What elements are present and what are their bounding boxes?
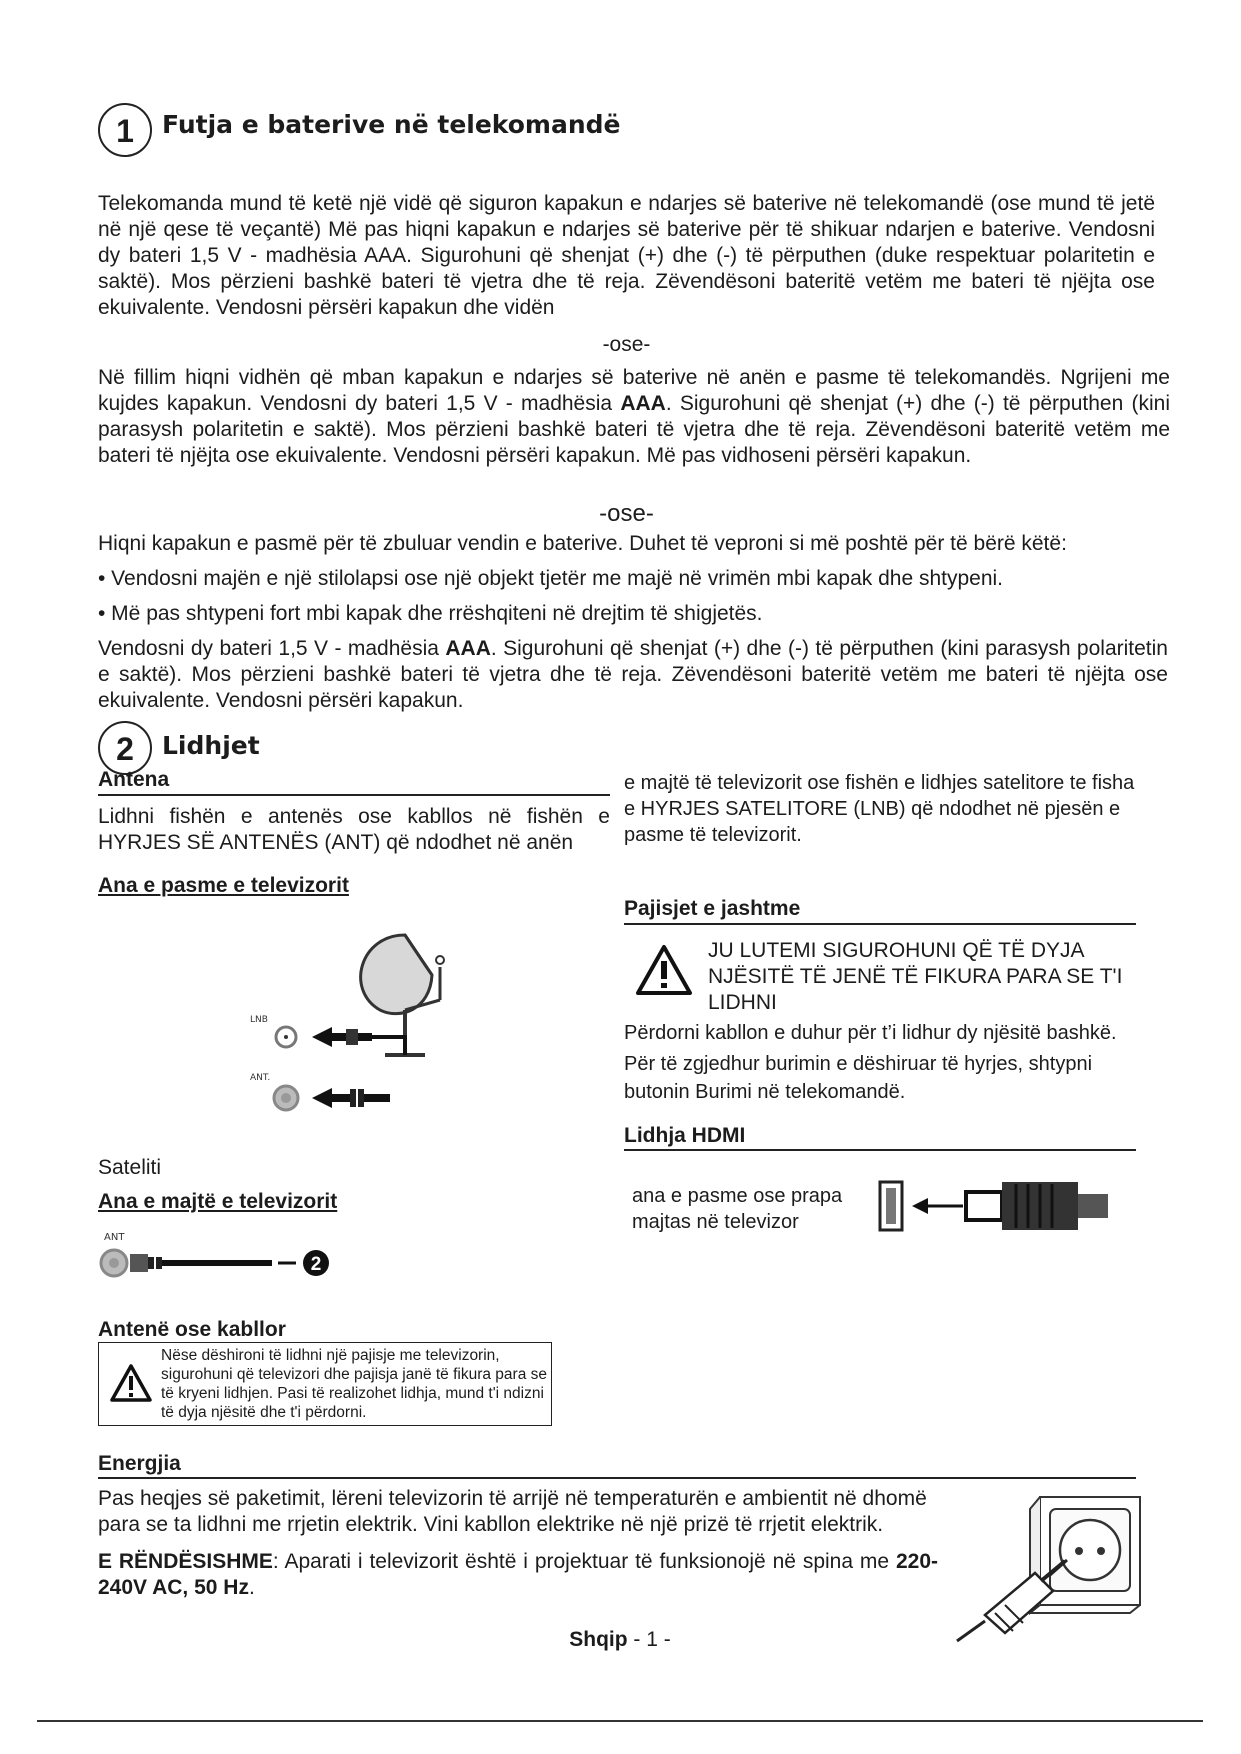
ant-cable-illustration (98, 1230, 338, 1290)
battery-paragraph-4: Vendosni dy bateri 1,5 V - madhësia AAA. Sigurohuni që shenjat (+) dhe (-) të përputhen (kini parasysh polaritetin e saktë). Mos përzieni bashkë bateri të vjetra dhe të reja. Zëvendësoni bateritë vetëm me bateri të njëjta ose ekuivalente. Vendosni përsëri kapakun. (98, 637, 1168, 712)
external-devices-text-1: Përdorni kabllon e duhur për t’i lidhur dy njësitë bashkë. (624, 1022, 1117, 1044)
battery-paragraph-2: Në fillim hiqni vidhën që mban kapakun e ndarjes së baterive në anën e pasme të telekomandës. Ngrijeni me kujdes kapakun. Vendosni dy bateri 1,5 V - madhësia AAA. Sigurohuni që shenjat (+) dhe (-) të përputhen (kini parasysh polaritetin e saktë). Mos përzieni bashkë bateri të vjetra dhe të reja. Zëvendësoni bateritë vetëm me bateri të njëjta ose ekuivalente. Vendosni përsëri kapakun. Më pas vidhoseni përsëri kapakun. (98, 366, 1170, 467)
ant-label-2: ANT (104, 1232, 125, 1243)
footer-rule (37, 1720, 1203, 1722)
energy-important-text: E RËNDËSISHME: Aparati i televizorit është i projektuar të funksionojë në spina me 220-240V AC, 50 Hz. (98, 1550, 938, 1599)
external-devices-rule (624, 923, 1136, 925)
hdmi-heading: Lidhja HDMI (624, 1124, 746, 1147)
satellite-dish-illustration (250, 915, 450, 1125)
hdmi-text: ana e pasme ose prapa majtas në televizor (632, 1185, 843, 1233)
bullet-item-1: • Vendosni majën e një stilolapsi ose një objekt tjetër me majë në vrimën mbi kapak dhe shtypeni. (98, 567, 1004, 590)
antenna-cable-heading: Antenë ose kabllor (98, 1318, 286, 1341)
antenna-rule (98, 794, 610, 796)
hdmi-rule (624, 1149, 1136, 1151)
external-devices-text-2: Për të zgjedhur burimin e dëshiruar të hyrjes, shtypni butonin Burimi në telekomandë. (624, 1053, 1093, 1103)
hdmi-cable-illustration (878, 1170, 1118, 1240)
antenna-heading: Antena (98, 768, 170, 791)
section-2-number: 2 (98, 721, 152, 775)
antenna-text-continued: e majtë të televizorit ose fishën e lidhjes satelitore te fisha e HYRJES SATELITORE (LNB) që ndodhet në pjesën e pasme të televizorit. (624, 772, 1135, 846)
left-tv-label: Ana e majtë e televizorit (98, 1190, 338, 1213)
bullet-item-2: • Më pas shtypeni fort mbi kapak dhe rrëshqiteni në drejtim të shigjetës. (98, 602, 763, 625)
section-1-number: 1 (98, 103, 152, 157)
energy-heading: Energjia (98, 1452, 181, 1475)
warning-triangle-icon (109, 1363, 153, 1403)
satellite-label: Sateliti (98, 1156, 162, 1179)
ant-cable-icon (312, 1088, 390, 1108)
lnb-label: LNB (250, 1015, 268, 1025)
external-devices-warning: JU LUTEMI SIGUROHUNI QË TË DYJA NJËSITË TË JENË TË FIKURA PARA SE T'I LIDHNI (708, 939, 1123, 1014)
marker-2-label: 2 (310, 1254, 322, 1275)
lnb-cable-icon (312, 1027, 405, 1055)
connection-warning-box (98, 1342, 552, 1426)
antenna-text: Lidhni fishën e antenës ose kabllos në fishën e HYRJES SË ANTENËS (ANT) që ndodhet në anën (98, 805, 610, 854)
rear-tv-label: Ana e pasme e televizorit (98, 874, 349, 897)
energy-text-1: Pas heqjes së paketimit, lëreni televizorin të arrijë në temperaturën e ambientit në dhomë para se ta lidhni me rrjetin elektrik. Vini kabllon elektrike në një prizë të rrjetit elektrik. (98, 1487, 927, 1536)
warning-triangle-icon-large (634, 943, 694, 997)
section-1-title: Futja e baterive në telekomandë (162, 110, 621, 139)
battery-paragraph-3: Hiqni kapakun e pasmë për të zbuluar vendin e baterive. Duhet të veproni si më poshtë për të bërë këtë: (98, 532, 1067, 555)
or-separator-1: -ose- (602, 333, 651, 356)
external-devices-heading: Pajisjet e jashtme (624, 897, 801, 920)
page-footer: Shqip - 1 - (569, 1628, 671, 1651)
energy-rule (98, 1477, 1136, 1479)
power-outlet-illustration (955, 1495, 1145, 1645)
ant-label: ANT. (250, 1073, 271, 1083)
section-2-title: Lidhjet (162, 731, 260, 760)
or-separator-2: -ose- (599, 500, 654, 527)
battery-paragraph-1: Telekomanda mund të ketë një vidë që siguron kapakun e ndarjes së baterive në telekomandë (ose mund të jetë në një qese të veçantë) Më pas hiqni kapakun e ndarjes së baterive për të shikuar ndarjen e baterive. Vendosni dy bateri 1,5 V - madhësia AAA. Sigurohuni që shenjat (+) dhe (-) të përputhen (duke respektuar polaritetin e saktë). Mos përzieni bashkë bateri të vjetra dhe të reja. Zëvendësoni bateritë vetëm me bateri të njëjta ose ekuivalente. Vendosni përsëri kapakun dhe vidën (98, 192, 1155, 319)
coax-cable-icon (130, 1254, 296, 1272)
hdmi-plug-icon (966, 1182, 1108, 1230)
hdmi-port-icon (880, 1182, 902, 1230)
connection-warning-text: Nëse dëshironi të lidhni një pajisje me televizorin, sigurohuni që televizori dhe pajisja janë të fikura para se të kryeni lidhjen. Pasi të realizohet lidhja, mund t'i ndizni të dyja njësitë dhe t'i përdorni. (161, 1347, 548, 1421)
